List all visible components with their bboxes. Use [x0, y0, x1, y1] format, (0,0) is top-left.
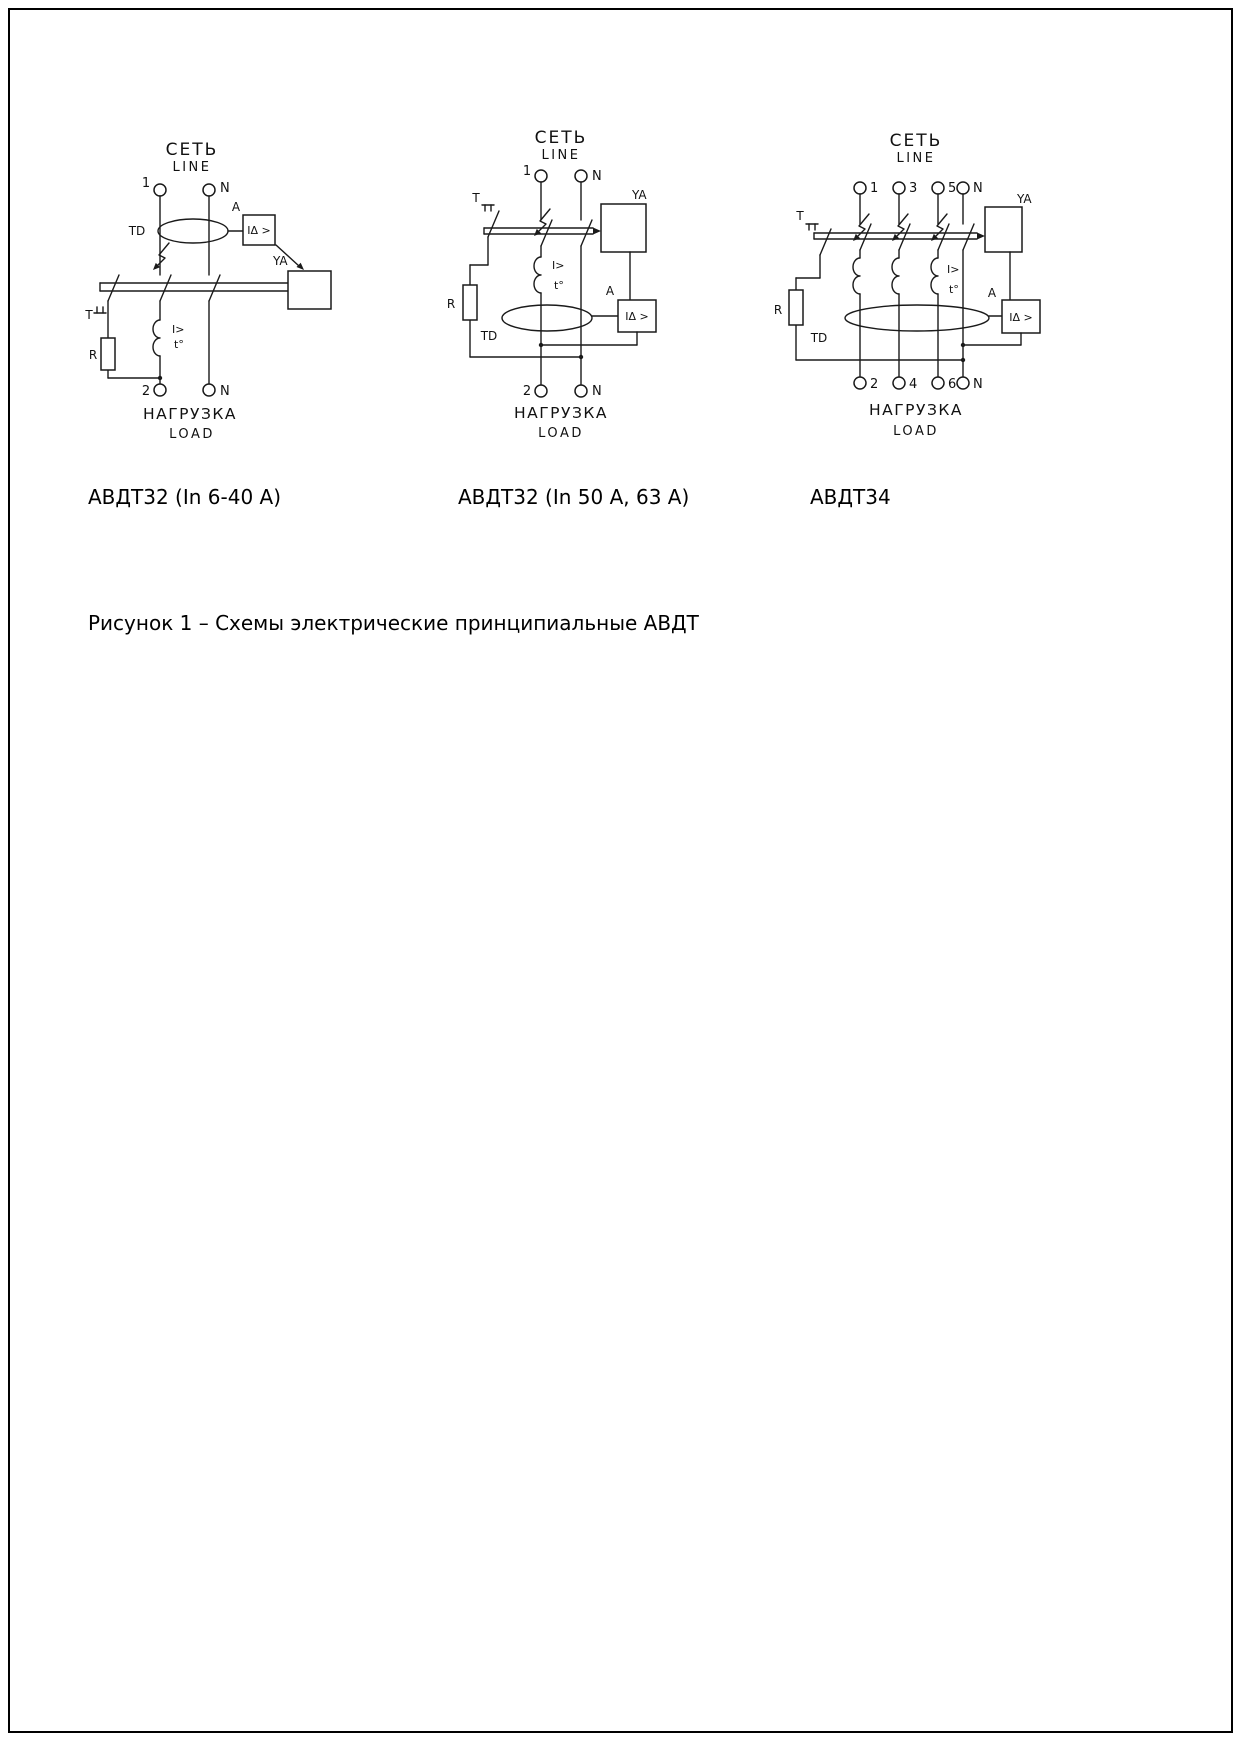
solenoid-box: [985, 207, 1022, 252]
differential-transformer: [128, 219, 228, 243]
load-label-en: LOAD: [169, 427, 215, 442]
solenoid-box: [601, 204, 646, 252]
amp-label: A: [605, 284, 615, 298]
top-terminals: [523, 164, 602, 184]
terminal-label: N: [220, 181, 230, 196]
terminal-label: 2: [870, 377, 879, 392]
net-label-en: LINE: [172, 160, 212, 175]
load-label-en: LOAD: [538, 426, 584, 441]
schematic-avdt32-50-63a: [440, 125, 705, 455]
linkage-arrow: [593, 228, 601, 235]
diff-current-label: IΔ >: [1009, 311, 1033, 324]
test-button-label: T: [472, 191, 480, 205]
differential-module: [961, 286, 1040, 347]
overcurrent-label: I>: [552, 259, 565, 272]
terminal: [932, 377, 944, 389]
load-label-en: LOAD: [893, 424, 939, 439]
amp-label: A: [231, 200, 241, 214]
resistor-label: R: [88, 348, 98, 362]
resistor-label: R: [773, 303, 783, 317]
thermal-release: [153, 320, 160, 356]
differential-module: [539, 284, 656, 347]
net-label-ru: СЕТЬ: [165, 140, 219, 160]
solenoid-label: YA: [273, 254, 288, 268]
terminal: [932, 182, 944, 194]
test-circuit: [447, 191, 583, 359]
schematic-svg: [440, 125, 705, 455]
schematic-svg: [770, 128, 1075, 458]
load-label-ru: НАГРУЗКА: [513, 404, 609, 422]
diagram-caption-avdt34: АВДТ34: [810, 485, 891, 509]
net-label-ru: СЕТЬ: [889, 131, 943, 151]
thermal-label: t°: [949, 283, 959, 296]
td-label: TD: [480, 329, 498, 343]
top-terminals: [142, 176, 230, 196]
terminal-label: N: [973, 181, 983, 196]
test-resistor: [789, 290, 803, 325]
terminal: [957, 182, 969, 194]
terminal: [854, 377, 866, 389]
bottom-terminals: [854, 377, 983, 392]
terminal: [957, 377, 969, 389]
trip-solenoid: [272, 245, 331, 309]
solenoid-label: YA: [1017, 192, 1032, 206]
breaker-contact: [581, 220, 592, 246]
breaker-contact: [963, 224, 974, 250]
thermal-release: [534, 257, 541, 293]
thermal-release: [892, 258, 899, 294]
terminal-label: 6: [948, 377, 957, 392]
td-label: TD: [810, 331, 828, 345]
terminal-label: N: [220, 384, 230, 399]
terminal: [854, 182, 866, 194]
terminal: [154, 184, 166, 196]
bottom-terminals: [523, 384, 602, 399]
terminal: [154, 384, 166, 396]
terminal-label: 2: [522, 384, 532, 399]
net-label-en: LINE: [541, 148, 581, 163]
junction-dot: [579, 355, 583, 359]
overcurrent-release-arrows: [853, 214, 947, 241]
thermal-label: t°: [174, 338, 184, 351]
terminal: [535, 385, 547, 397]
terminal-label: 4: [909, 377, 918, 392]
bottom-terminals: [142, 384, 230, 399]
net-label-en: LINE: [896, 151, 936, 166]
load-label-ru: НАГРУЗКА: [142, 405, 238, 423]
terminal-label: 2: [141, 384, 151, 399]
test-resistor: [101, 338, 115, 370]
junction-dot: [961, 343, 965, 347]
figure-caption: Рисунок 1 – Схемы электрические принципиальные АВДТ: [88, 611, 699, 635]
solenoid-box: [288, 271, 331, 309]
linkage-arrow: [977, 233, 985, 240]
trip-solenoid: [985, 192, 1032, 300]
differential-transformer: [480, 305, 592, 343]
test-button-label: T: [85, 308, 93, 322]
diagram-caption-avdt32-6-40a: АВДТ32 (In 6-40 А): [88, 485, 282, 509]
terminal: [203, 184, 215, 196]
schematic-avdt34: [770, 128, 1075, 458]
diff-current-label: IΔ >: [625, 310, 649, 323]
terminal-label: N: [973, 377, 983, 392]
test-button-label: T: [796, 209, 804, 223]
schematic-svg: [80, 135, 345, 450]
td-label: TD: [128, 224, 146, 238]
differential-module: [228, 200, 275, 245]
terminal-label: 5: [948, 181, 957, 196]
terminal: [203, 384, 215, 396]
thermal-release: [931, 258, 938, 294]
terminal: [893, 377, 905, 389]
breaker-contact: [209, 275, 220, 301]
terminal-label: N: [592, 169, 602, 184]
terminal-label: 3: [909, 181, 918, 196]
junction-dot: [961, 358, 965, 362]
terminal-label: 1: [522, 164, 532, 179]
solenoid-label: YA: [632, 188, 647, 202]
test-circuit: [774, 209, 965, 362]
terminal-label: 1: [870, 181, 879, 196]
diff-current-label: IΔ >: [247, 224, 271, 237]
thermal-release: [853, 258, 860, 294]
terminal-label: 1: [141, 176, 151, 191]
terminal: [535, 170, 547, 182]
net-label-ru: СЕТЬ: [534, 128, 588, 148]
junction-dot: [539, 343, 543, 347]
overcurrent-label: I>: [947, 263, 960, 276]
diagram-caption-avdt32-50-63a: АВДТ32 (In 50 А, 63 А): [458, 485, 690, 509]
trip-linkage: [100, 283, 288, 291]
breaker-contact: [160, 275, 171, 301]
test-resistor: [463, 285, 477, 320]
test-contact: [488, 211, 499, 237]
terminal: [575, 170, 587, 182]
overcurrent-release-arrow: [153, 243, 169, 270]
overcurrent-label: I>: [172, 323, 185, 336]
terminal: [575, 385, 587, 397]
resistor-label: R: [446, 297, 456, 311]
test-contact: [108, 275, 119, 301]
terminal: [893, 182, 905, 194]
schematic-avdt32-6-40a: [80, 135, 345, 450]
load-label-ru: НАГРУЗКА: [868, 401, 964, 419]
junction-dot: [158, 376, 162, 380]
terminal-label: N: [592, 384, 602, 399]
amp-label: A: [987, 286, 997, 300]
thermal-label: t°: [554, 279, 564, 292]
